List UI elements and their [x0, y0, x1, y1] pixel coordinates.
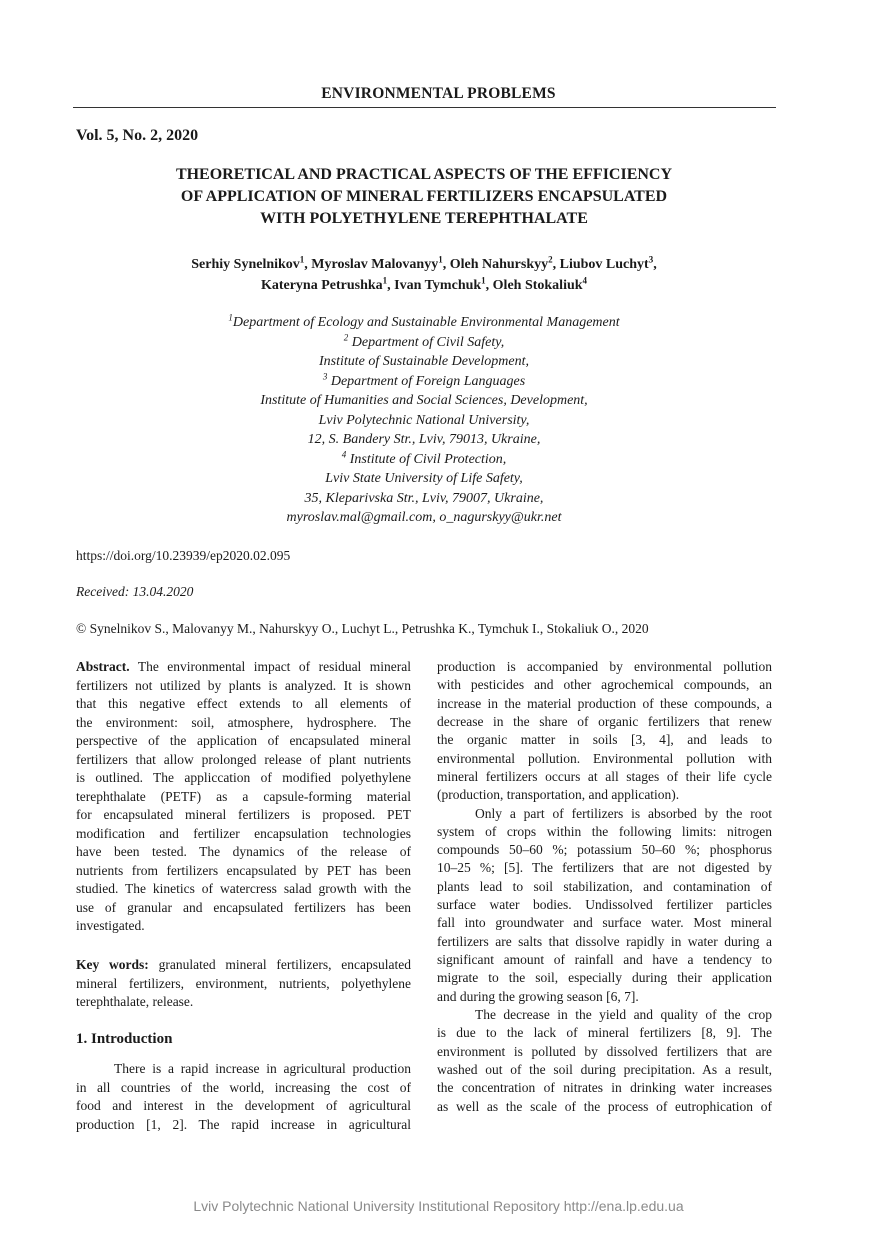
author: Oleh Nahurskyy	[449, 257, 549, 272]
text-line	[76, 714, 411, 733]
affiliation-text: Lviv State University of Life Safety,	[325, 471, 523, 486]
affiliation-text: 35, Kleparivska Str., Lviv, 79007, Ukraine,	[304, 490, 544, 506]
sep: ,	[552, 257, 560, 272]
affiliation-text: Institute of Sustainable Development,	[319, 354, 529, 369]
section-heading: 1. Introduction	[76, 1031, 173, 1047]
line-text: modification and fertilizer encapsulation technologies	[76, 825, 411, 841]
text-line: Only a part of fertilizers is absorbed by the root	[475, 805, 772, 821]
abstract-label: Abstract.	[76, 659, 130, 674]
affiliation-line	[0, 469, 848, 489]
text-line: There is a rapid increase in agricultural production	[114, 1061, 411, 1076]
title-line: WITH POLYETHYLENE TEREPHTHALATE	[260, 210, 588, 227]
line-text: for encapsulated mineral fertilizers is proposed. PET	[76, 807, 411, 822]
text-line: (production, transportation, and application).	[437, 787, 680, 803]
affiliation-text: Department of Foreign Languages	[327, 373, 526, 389]
author-sup: 1	[382, 275, 388, 286]
line-text: the environment: soil, atmosphere, hydrosphere. The	[76, 714, 411, 730]
text-line: fertilizers are salts that dissolve rapidly in water during a	[437, 933, 772, 949]
author-sup: 1	[438, 254, 443, 265]
affiliation-text: Department of Civil Safety,	[348, 334, 505, 350]
affiliation-text: Department of Ecology and Sustainable Environmental Management	[232, 315, 620, 330]
sep: ,	[653, 257, 657, 272]
text-line: system of crops within the following limits: nitrogen	[437, 823, 772, 839]
text-line: the organic matter in soils [3, 4], and leads to	[437, 732, 772, 748]
line-text: fertilizers that allow prolonged release of plant nutrients	[76, 751, 411, 767]
text-line	[76, 843, 411, 862]
text-line	[76, 899, 411, 918]
text-line	[76, 806, 411, 825]
text-line: 10–25 %; [5]. The fertilizers that are not digested by	[437, 860, 772, 876]
affiliation-text: Lviv Polytechnic National University,	[318, 412, 530, 428]
author-sup: 2	[548, 254, 553, 265]
header-rule	[73, 107, 776, 108]
line-text: terephthalate (PETF) as a capsule-forming material	[76, 788, 411, 804]
author-sup: 4	[582, 275, 588, 286]
text-line: mineral fertilizers occurs at all stages of their life cycle	[437, 768, 772, 784]
text-line: compounds 50–60 %; potassium 50–60 %; phosphorus	[437, 842, 772, 858]
affiliation-line	[0, 489, 848, 509]
author: Serhiy Synelnikov	[191, 257, 300, 272]
affiliation-sup: 4	[341, 448, 347, 459]
text-line: migrate to the soil, especially during their application	[437, 970, 772, 986]
text-line: production is accompanied by environmental pollution	[437, 659, 772, 674]
doi-link[interactable]: https://doi.org/10.23939/ep2020.02.095	[76, 548, 291, 563]
affiliations	[0, 313, 848, 528]
text-line: The decrease in the yield and quality of the crop	[475, 1006, 772, 1022]
line-text: that this negative effect extends to all elements of	[76, 696, 411, 711]
text-line: in all countries of the world, increasing the cost of	[76, 1079, 411, 1095]
authors-line	[0, 275, 848, 296]
text-line: increase in the material production of these compounds, a	[437, 695, 772, 711]
affiliation-text: Institute of Civil Protection,	[346, 451, 507, 467]
affiliation-line	[0, 352, 848, 372]
line-text: The environmental impact of residual mineral	[129, 659, 411, 674]
author-sup: 1	[299, 254, 305, 265]
title-line: OF APPLICATION OF MINERAL FERTILIZERS ENCAPSULATED	[180, 188, 668, 205]
text-line: plants lead to soil stabilization, and contamination of	[437, 878, 772, 894]
sep: ,	[442, 257, 450, 272]
received-date: Received: 13.04.2020	[76, 584, 194, 599]
affiliation-line	[0, 372, 848, 392]
authors	[0, 254, 848, 296]
text-line	[76, 917, 411, 936]
affiliation-line	[0, 450, 848, 470]
line-text: studied. The kinetics of watercress salad growth with the	[76, 881, 411, 896]
affiliation-line	[0, 333, 848, 353]
author: Myroslav Malovanyy	[311, 257, 439, 272]
author-sup: 3	[648, 254, 654, 265]
text-line: food and interest in the development of agricultural	[76, 1098, 411, 1113]
text-line: and during the growing season [6, 7].	[437, 988, 639, 1004]
text-line	[76, 677, 411, 696]
text-line	[76, 732, 411, 751]
affiliation-line	[0, 411, 848, 431]
text-line	[76, 880, 411, 899]
text-line: the concentration of nitrates in drinking water increases	[437, 1080, 772, 1096]
sep: ,	[387, 278, 395, 293]
text-line: washed out of the soil during precipitation. As a result,	[437, 1061, 772, 1077]
repository-footer: Lviv Polytechnic National University Institutional Repository http://ena.lp.edu.ua	[193, 1198, 684, 1214]
text-line: surface water bodies. Undissolved fertilizer particles	[437, 897, 772, 913]
text-line: significant amount of rainfall and have a tendency to	[437, 952, 772, 967]
affiliation-sup: 3	[322, 370, 328, 381]
line-text: mineral fertilizers, environment, nutrients, polyethylene	[76, 975, 411, 991]
line-text: nutrients from fertilizers encapsulated by PET has been	[76, 862, 411, 878]
text-line	[76, 751, 411, 770]
affiliation-text: myroslav.mal@gmail.com, o_nagurskyy@ukr.net	[286, 510, 562, 525]
paper-title	[0, 164, 848, 230]
volume-info: Vol. 5, No. 2, 2020	[76, 127, 199, 144]
text-line: decrease in the share of organic fertilizers that renew	[437, 713, 772, 729]
line-text: use of granular and encapsulated fertilizers has been	[76, 899, 411, 915]
author: Kateryna Petrushka	[260, 278, 383, 293]
authors-line	[0, 254, 848, 275]
text-line	[76, 788, 411, 807]
sep: ,	[304, 257, 312, 272]
text-line	[76, 993, 411, 1012]
text-line	[76, 862, 411, 881]
line-text: fertilizers not utilized by plants is analyzed. It is shown	[76, 677, 411, 693]
sep: ,	[485, 278, 493, 293]
text-line: production [1, 2]. The rapid increase in agricultural	[76, 1116, 411, 1132]
line-text: terephthalate, release.	[76, 994, 194, 1009]
copyright: © Synelnikov S., Malovanyy M., Nahurskyy O., Luchyt L., Petrushka K., Tymchuk I., Stokaliuk O., 2020	[76, 621, 649, 636]
right-column	[437, 658, 772, 1116]
keywords-label: Key words:	[76, 957, 149, 972]
text-line: with pesticides and other agrochemical compounds, an	[437, 677, 772, 693]
affiliation-line	[0, 313, 848, 333]
text-line	[76, 825, 411, 844]
line-text: granulated mineral fertilizers, encapsulated	[148, 957, 411, 972]
author: Ivan Tymchuk	[394, 278, 482, 293]
line-text: is outlined. The appliccation of modified polyethylene	[76, 770, 411, 785]
text-line: as well as the scale of the process of eutrophication of	[437, 1098, 772, 1114]
affiliation-sup: 1	[228, 312, 233, 323]
affiliation-line	[0, 430, 848, 450]
text-line	[76, 658, 411, 677]
keywords	[76, 956, 411, 1012]
text-line	[76, 975, 411, 994]
affiliation-line	[0, 391, 848, 411]
affiliation-text: 12, S. Bandery Str., Lviv, 79013, Ukraine,	[307, 432, 541, 447]
line-text: perspective of the application of encapsulated mineral	[76, 733, 411, 748]
journal-header: ENVIRONMENTAL PROBLEMS	[321, 85, 556, 102]
text-line: environment is polluted by dissolved fertilizers that are	[437, 1043, 772, 1059]
abstract	[76, 658, 411, 936]
text-line: environmental pollution. Environmental pollution with	[437, 750, 772, 766]
line-text: investigated.	[76, 918, 145, 933]
affiliation-line	[0, 508, 848, 528]
text-line	[76, 956, 411, 975]
author: Oleh Stokaliuk	[492, 278, 583, 293]
text-line	[76, 769, 411, 788]
author: Liubov Luchyt	[559, 257, 649, 272]
affiliation-sup: 2	[343, 331, 349, 342]
affiliation-text: Institute of Humanities and Social Sciences, Development,	[260, 393, 588, 408]
intro-paragraph	[76, 1060, 411, 1134]
author-sup: 1	[481, 275, 486, 286]
text-line: is due to the lack of mineral fertilizers [8, 9]. The	[437, 1025, 772, 1041]
line-text: have been tested. The dynamics of the release of	[76, 844, 411, 859]
title-line: THEORETICAL AND PRACTICAL ASPECTS OF THE EFFICIENCY	[175, 166, 673, 183]
text-line: fall into groundwater and surface water. Most mineral	[437, 915, 772, 931]
text-line	[76, 695, 411, 714]
